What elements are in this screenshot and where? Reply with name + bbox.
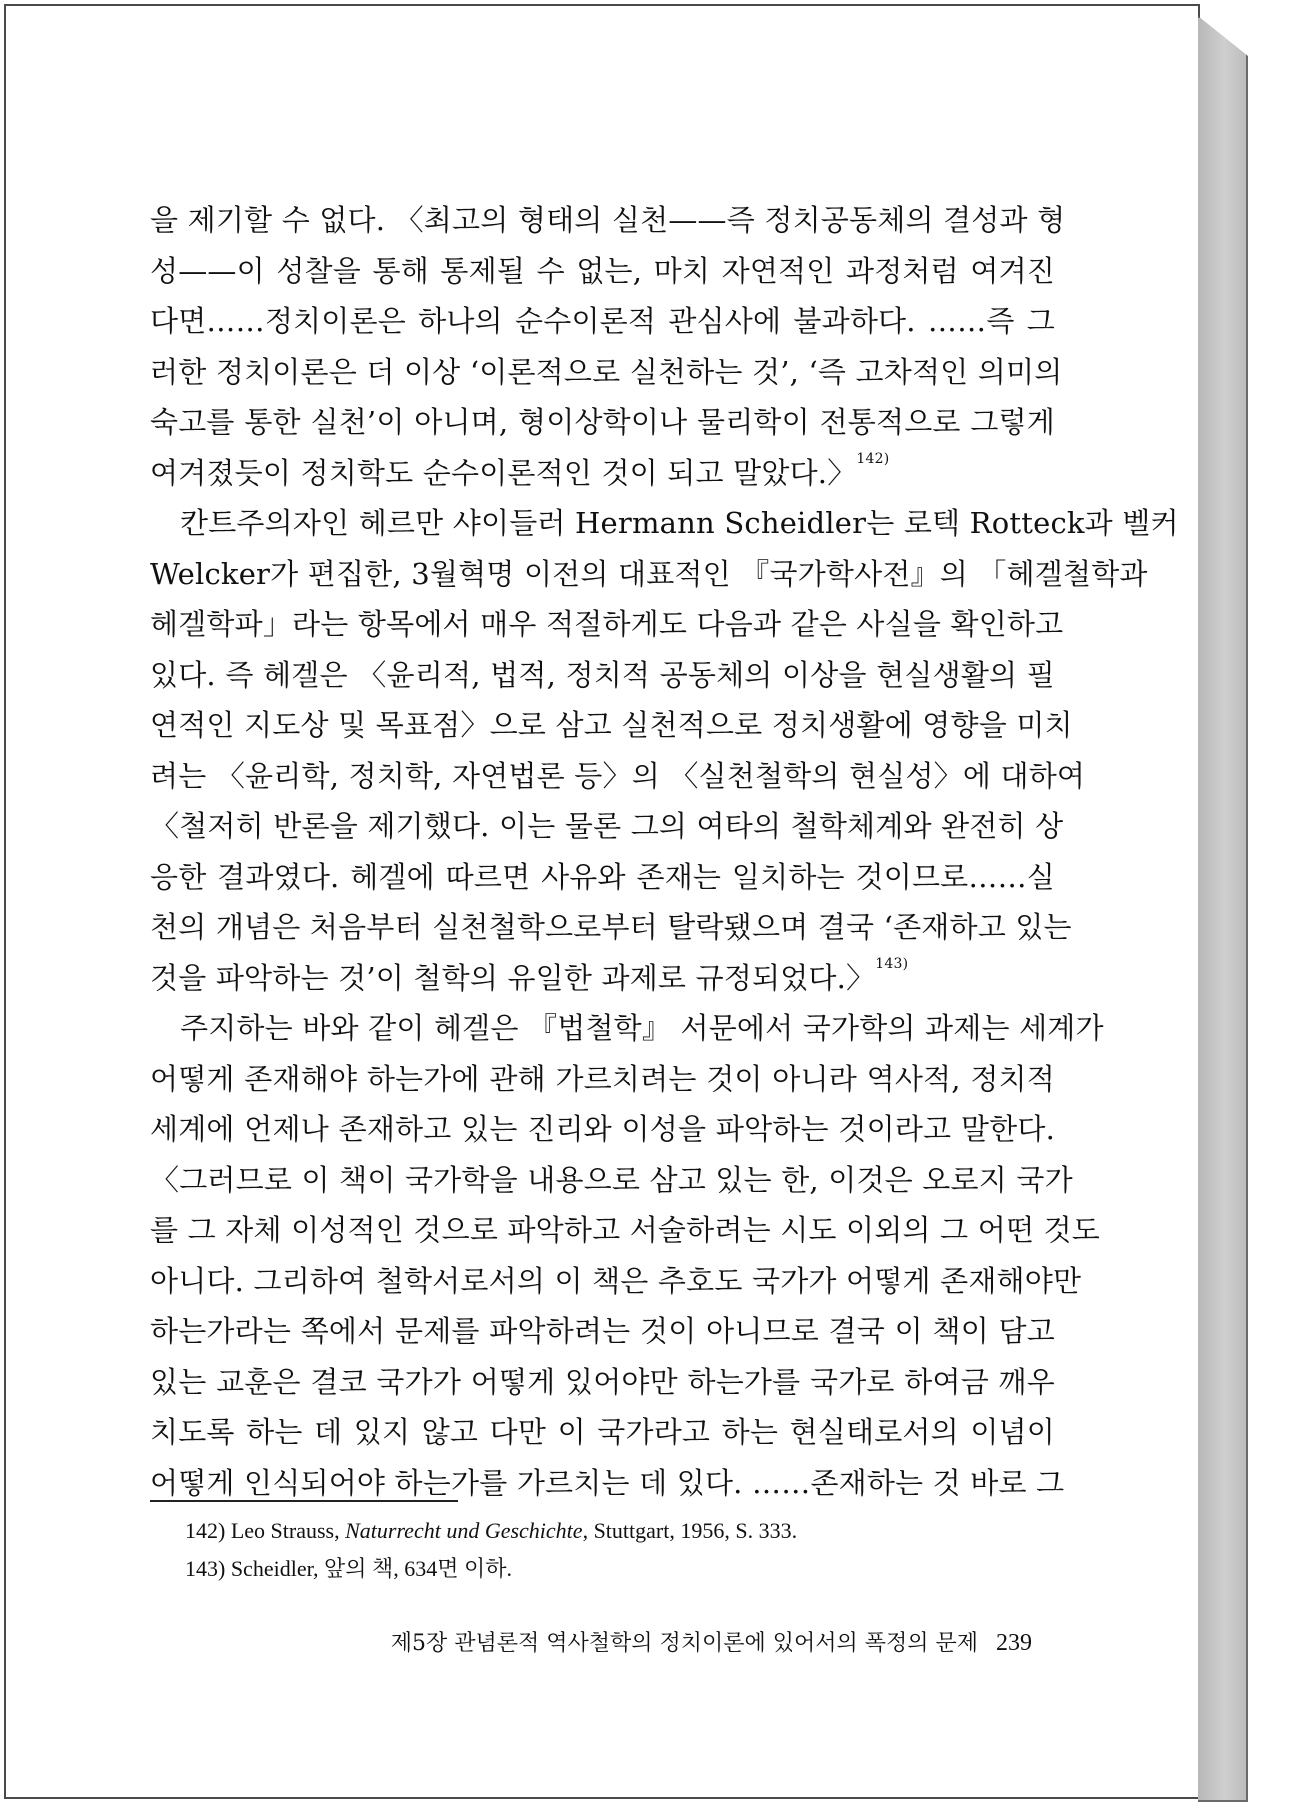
text-line: 을 제기할 수 없다. 〈최고의 형태의 실천——즉 정치공동체의 결성과 형: [150, 203, 1066, 237]
text-line: 하는가라는 쪽에서 문제를 파악하려는 것이 아니므로 결국 이 책이 담고: [150, 1314, 1055, 1348]
text-line: 것을 파악하는 것’이 철학의 유일한 과제로 규정되었다.〉$^{143)}$: [150, 955, 909, 995]
page-number: 239: [996, 1630, 1032, 1656]
footnote-143: 143) Scheidler, 앞의 책, 634면 이하.: [185, 1556, 513, 1581]
footnote-divider: [150, 1500, 458, 1502]
text-line: 어떻게 존재해야 하는가에 관해 가르치려는 것이 아니라 역사적, 정치적: [150, 1061, 1055, 1096]
footnotes: [185, 1512, 797, 1588]
text-line: 천의 개념은 처음부터 실천철학으로부터 탈락됐으며 결국 ‘존재하고 있는: [150, 910, 1072, 944]
text-line: 있다. 즉 헤겔은 〈윤리적, 법적, 정치적 공동체의 이상을 현실생활의 필: [150, 657, 1055, 692]
text-line: 응한 결과였다. 헤겔에 따르면 사유와 존재는 일치하는 것이므로……실: [150, 859, 1055, 894]
footnote-142: 142) Leo Strauss, Naturrecht und Geschichte, Stuttgart, 1956, S. 333.: [185, 1518, 798, 1543]
text-line: 러한 정치이론은 더 이상 ‘이론적으로 실천하는 것’, ‘즉 고차적인 의미의: [150, 354, 1063, 389]
text-line: 연적인 지도상 및 목표점〉으로 삼고 실천적으로 정치생활에 영향을 미치: [150, 708, 1073, 742]
text-line: Welcker가 편집한, 3월혁명 이전의 대표적인 『국가학사전』의 「헤겔철학과: [150, 556, 1148, 591]
chapter-title: 제5장 관념론적 역사철학의 정치이론에 있어서의 폭정의 문제: [390, 1631, 978, 1656]
text-line: 성——이 성찰을 통해 통제될 수 없는, 마치 자연적인 과정처럼 여겨진: [150, 253, 1055, 288]
text-line: 세계에 언제나 존재하고 있는 진리와 이성을 파악하는 것이라고 말한다.: [150, 1112, 1055, 1146]
text-line: 려는 〈윤리학, 정치학, 자연법론 등〉의 〈실천철학의 현실성〉에 대하여: [150, 758, 1086, 793]
text-line: 칸트주의자인 헤르만 샤이들러 Hermann Scheidler는 로텍 Rotteck과 벨커: [180, 506, 1179, 540]
text-line: 아니다. 그리하여 철학서로서의 이 책은 추호도 국가가 어떻게 존재해야만: [150, 1263, 1082, 1298]
text-line: 헤겔학파」라는 항목에서 매우 적절하게도 다음과 같은 사실을 확인하고: [150, 607, 1064, 641]
running-footer: [320, 1626, 1032, 1657]
text-line: 를 그 자체 이성적인 것으로 파악하고 서술하려는 시도 이외의 그 어떤 것도: [150, 1213, 1101, 1247]
text-line: 치도록 하는 데 있지 않고 다만 이 국가라고 하는 현실태로서의 이념이: [150, 1415, 1055, 1449]
page-stack-edge: [1198, 16, 1248, 1802]
footnote-ref-143: 143): [875, 955, 909, 972]
text-line: 〈철저히 반론을 제기했다. 이는 물론 그의 여타의 철학체계와 완전히 상: [150, 809, 1064, 843]
text-line: 숙고를 통한 실천’이 아니며, 형이상학이나 물리학이 전통적으로 그렇게: [150, 405, 1055, 439]
text-line: 어떻게 인식되어야 하는가를 가르치는 데 있다. ……존재하는 것 바로 그: [150, 1465, 1065, 1500]
footnote-142-title: Naturrecht und Geschichte: [345, 1518, 583, 1543]
text-line: 주지하는 바와 같이 헤겔은 『법철학』 서문에서 국가학의 과제는 세계가: [180, 1011, 1104, 1045]
footnote-ref-142: 142): [856, 450, 890, 467]
text-line: 여겨졌듯이 정치학도 순수이론적인 것이 되고 말았다.〉$^{142)}$: [150, 450, 890, 490]
text-line: 〈그러므로 이 책이 국가학을 내용으로 삼고 있는 한, 이것은 오로지 국가: [150, 1162, 1073, 1197]
body-text: [150, 195, 1179, 1508]
text-line: 있는 교훈은 결코 국가가 어떻게 있어야만 하는가를 국가로 하여금 깨우: [150, 1364, 1055, 1399]
text-line: 다면……정치이론은 하나의 순수이론적 관심사에 불과하다. ……즉 그: [150, 304, 1055, 338]
